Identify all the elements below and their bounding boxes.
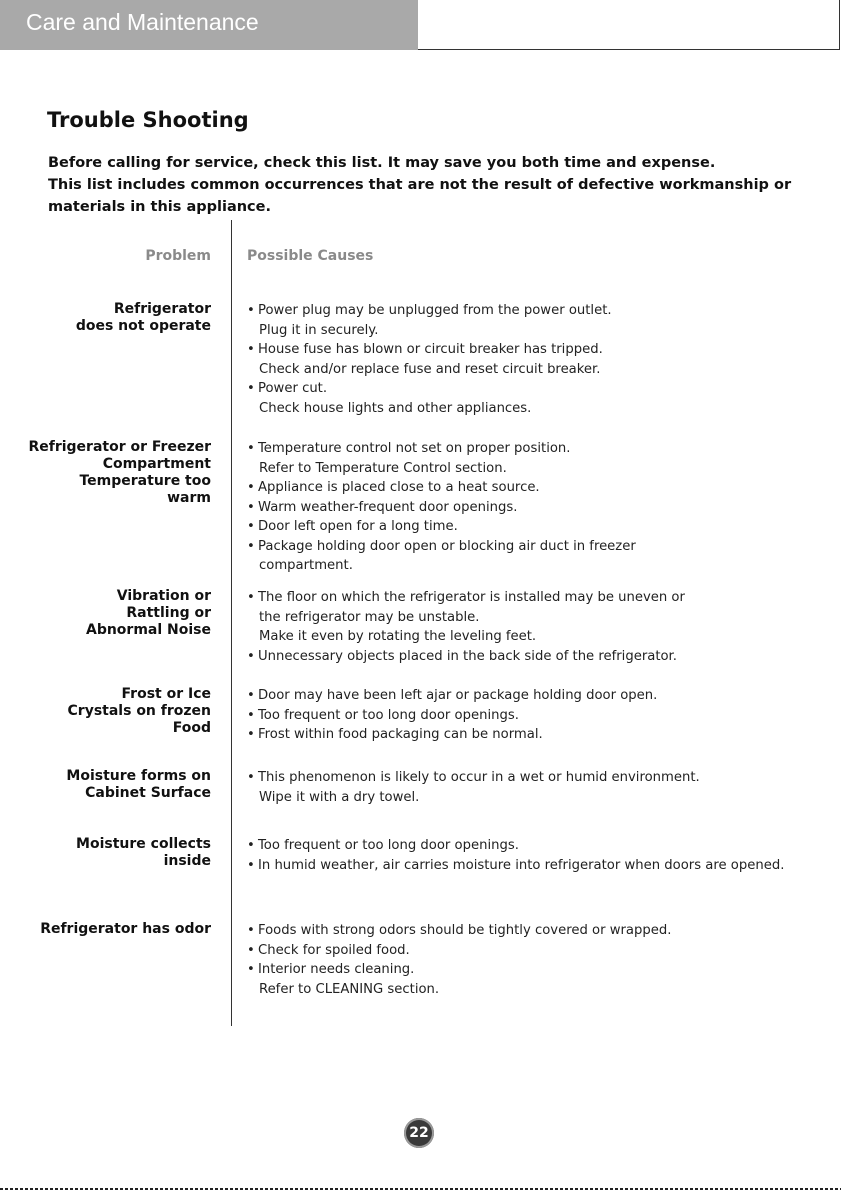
- bullet-icon: •: [247, 942, 255, 958]
- bullet-icon: •: [247, 519, 255, 534]
- cause-item: [247, 478, 841, 498]
- cause-item: [247, 768, 841, 788]
- bullet-icon: •: [247, 499, 255, 515]
- problem-line: inside: [163, 853, 211, 869]
- intro-line: This list includes common occurrences that are not the result of defective workmanship or: [48, 177, 792, 193]
- problem-line: Compartment: [102, 456, 211, 472]
- cause-text: Refer to CLEANING section.: [259, 981, 440, 997]
- cause-text: Check and/or replace fuse and reset circuit breaker.: [259, 361, 601, 377]
- bottom-dotted-rule: [0, 1188, 841, 1190]
- cause-text: Power plug may be unplugged from the power outlet.: [258, 303, 612, 318]
- cause-item: [247, 725, 841, 745]
- cause-text: Door left open for a long time.: [258, 519, 458, 534]
- bullet-icon: •: [247, 857, 255, 873]
- bullet-icon: •: [247, 770, 255, 785]
- causes-list: [247, 301, 841, 418]
- problem-line: warm: [167, 490, 211, 506]
- problem-column-header: Problem: [145, 248, 211, 264]
- cause-text: Power cut.: [258, 381, 328, 396]
- causes-list: [247, 686, 841, 745]
- problem-line: Crystals on frozen: [67, 703, 211, 719]
- cause-item: [247, 836, 841, 856]
- intro-line: materials in this appliance.: [48, 199, 271, 215]
- cause-text: Warm weather-frequent door openings.: [258, 499, 518, 515]
- problem-line: does not operate: [75, 318, 211, 334]
- cause-item: [247, 686, 841, 706]
- causes-column-header: Possible Causes: [247, 248, 374, 264]
- cause-text: Make it even by rotating the leveling feet.: [259, 629, 537, 644]
- cause-item: [247, 960, 841, 980]
- cause-text: Check for spoiled food.: [258, 942, 410, 958]
- problem-line: Abnormal Noise: [85, 622, 211, 638]
- header-edge-rule: [839, 0, 840, 50]
- bullet-icon: •: [247, 648, 255, 664]
- cause-text: Check house lights and other appliances.: [259, 400, 532, 416]
- problem-label: [66, 768, 211, 802]
- cause-note: [247, 556, 841, 576]
- cause-text: This phenomenon is likely to occur in a wet or humid environment.: [258, 770, 700, 785]
- page-title: Trouble Shooting: [47, 108, 249, 132]
- cause-text: Wipe it with a dry towel.: [259, 789, 420, 805]
- cause-text: Frost within food packaging can be normal.: [258, 727, 543, 742]
- problem-line: Refrigerator or Freezer: [28, 439, 211, 455]
- cause-note: [247, 627, 841, 647]
- page-number: 22: [409, 1125, 429, 1141]
- cause-item: [247, 340, 841, 360]
- bullet-icon: •: [247, 342, 255, 357]
- problem-label: [28, 439, 211, 507]
- problem-line: Refrigerator: [113, 301, 211, 317]
- problem-line: Cabinet Surface: [85, 785, 211, 801]
- bullet-icon: •: [247, 688, 255, 703]
- causes-list: [247, 439, 841, 576]
- bullet-icon: •: [247, 381, 255, 396]
- bullet-icon: •: [247, 838, 255, 853]
- cause-item: [247, 498, 841, 518]
- cause-item: [247, 537, 841, 557]
- problem-line: Temperature too: [79, 473, 211, 489]
- section-header-title: Care and Maintenance: [26, 9, 259, 35]
- bullet-icon: •: [247, 480, 255, 495]
- causes-list: [247, 768, 841, 807]
- cause-text: Too frequent or too long door openings.: [258, 838, 519, 853]
- page-number-badge: [404, 1118, 434, 1148]
- problem-label: [40, 921, 211, 938]
- cause-text: Interior needs cleaning.: [258, 962, 415, 977]
- problem-label: [76, 301, 211, 335]
- problem-label: [86, 588, 211, 639]
- cause-item: [247, 921, 841, 941]
- cause-note: [247, 459, 841, 479]
- cause-text: Refer to Temperature Control section.: [259, 460, 507, 476]
- cause-item: [247, 706, 841, 726]
- bullet-icon: •: [247, 441, 255, 456]
- cause-text: Unnecessary objects placed in the back side of the refrigerator.: [258, 648, 677, 664]
- problem-line: Rattling or: [126, 605, 211, 621]
- problem-line: Vibration or: [116, 588, 211, 604]
- cause-text: Foods with strong odors should be tightly covered or wrapped.: [258, 923, 672, 938]
- bullet-icon: •: [247, 727, 255, 742]
- intro-text: [48, 152, 828, 218]
- bullet-icon: •: [247, 303, 255, 318]
- problem-line: Frost or Ice: [121, 686, 211, 702]
- header-rule: [418, 49, 840, 50]
- column-divider: [231, 220, 232, 1026]
- problem-line: Moisture forms on: [66, 768, 211, 784]
- bullet-icon: •: [247, 707, 255, 723]
- bullet-icon: •: [247, 962, 255, 977]
- causes-list: [247, 836, 841, 875]
- cause-text: In humid weather, air carries moisture into refrigerator when doors are opened.: [258, 857, 785, 873]
- problem-label: [68, 686, 211, 737]
- problem-line: Food: [172, 720, 211, 736]
- problem-line: Refrigerator has odor: [40, 921, 211, 937]
- cause-text: compartment.: [259, 558, 353, 573]
- cause-item: [247, 856, 841, 876]
- problem-label: [76, 836, 211, 870]
- cause-note: [247, 321, 841, 341]
- cause-item: [247, 941, 841, 961]
- intro-line: Before calling for service, check this list. It may save you both time and expense.: [48, 155, 716, 171]
- cause-text: Package holding door open or blocking air duct in freezer: [258, 538, 636, 554]
- cause-text: Temperature control not set on proper position.: [258, 441, 571, 456]
- cause-text: the refrigerator may be unstable.: [259, 609, 480, 625]
- cause-item: [247, 647, 841, 667]
- cause-item: [247, 588, 841, 608]
- cause-note: [247, 980, 841, 1000]
- causes-list: [247, 921, 841, 999]
- cause-item: [247, 301, 841, 321]
- cause-text: Plug it in securely.: [259, 322, 379, 338]
- cause-note: [247, 608, 841, 628]
- problem-line: Moisture collects: [76, 836, 211, 852]
- cause-item: [247, 517, 841, 537]
- cause-text: Too frequent or too long door openings.: [258, 707, 519, 723]
- cause-note: [247, 360, 841, 380]
- cause-text: House fuse has blown or circuit breaker has tripped.: [258, 342, 603, 357]
- cause-text: Door may have been left ajar or package holding door open.: [258, 688, 658, 703]
- cause-note: [247, 399, 841, 419]
- cause-item: [247, 379, 841, 399]
- bullet-icon: •: [247, 923, 255, 938]
- bullet-icon: •: [247, 590, 255, 605]
- cause-text: Appliance is placed close to a heat source.: [258, 480, 540, 495]
- cause-text: The floor on which the refrigerator is installed may be uneven or: [258, 590, 685, 605]
- cause-note: [247, 788, 841, 808]
- cause-item: [247, 439, 841, 459]
- causes-list: [247, 588, 841, 666]
- bullet-icon: •: [247, 538, 255, 554]
- section-header-bar: [0, 0, 418, 50]
